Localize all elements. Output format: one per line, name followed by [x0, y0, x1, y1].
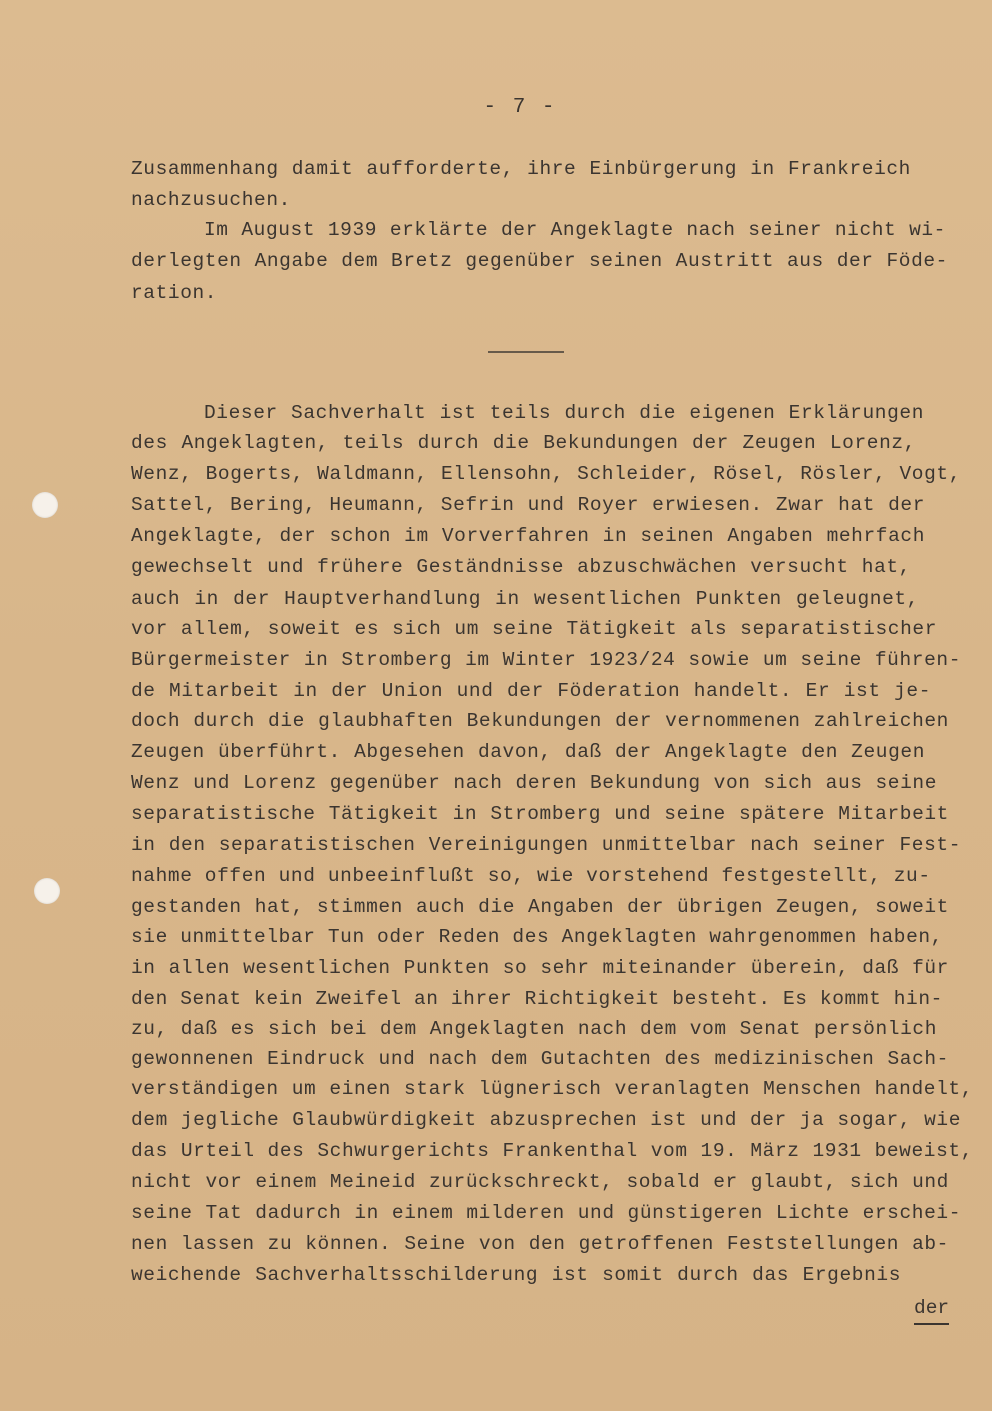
- text-line: doch durch die glaubhaften Bekundungen der vernommenen zahlreichen: [131, 710, 949, 732]
- text-line: de Mitarbeit in der Union und der Föderation handelt. Er ist je-: [131, 680, 931, 702]
- text-line: verständigen um einen stark lügnerisch veranlagten Menschen handelt,: [131, 1078, 973, 1100]
- text-line: sie unmittelbar Tun oder Reden des Angeklagten wahrgenommen haben,: [131, 926, 943, 948]
- text-line: auch in der Hauptverhandlung in wesentlichen Punkten geleugnet,: [131, 588, 919, 610]
- text-line: nen lassen zu können. Seine von den getroffenen Feststellungen ab-: [131, 1233, 949, 1255]
- text-line: Zusammenhang damit aufforderte, ihre Einbürgerung in Frankreich: [131, 158, 911, 180]
- text-line: Zeugen überführt. Abgesehen davon, daß der Angeklagte den Zeugen: [131, 741, 925, 763]
- text-line: den Senat kein Zweifel an ihrer Richtigkeit besteht. Es kommt hin-: [131, 988, 943, 1010]
- text-line: gewonnenen Eindruck und nach dem Gutachten des medizinischen Sach-: [131, 1048, 949, 1070]
- text-line: dem jegliche Glaubwürdigkeit abzusprechen ist und der ja sogar, wie: [131, 1109, 961, 1131]
- text-line: Sattel, Bering, Heumann, Sefrin und Royer erwiesen. Zwar hat der: [131, 494, 925, 516]
- text-line: in allen wesentlichen Punkten so sehr miteinander überein, daß für: [131, 957, 949, 979]
- text-line: Wenz und Lorenz gegenüber nach deren Bekundung von sich aus seine: [131, 772, 937, 794]
- section-divider: [488, 351, 564, 353]
- text-line: nicht vor einem Meineid zurückschreckt, sobald er glaubt, sich und: [131, 1171, 949, 1193]
- text-line: zu, daß es sich bei dem Angeklagten nach dem vom Senat persönlich: [131, 1018, 937, 1040]
- text-line: weichende Sachverhaltsschilderung ist somit durch das Ergebnis: [131, 1264, 901, 1286]
- text-line: nachzusuchen.: [131, 189, 291, 211]
- text-line: nahme offen und unbeeinflußt so, wie vorstehend festgestellt, zu-: [131, 865, 931, 887]
- text-line: ration.: [131, 282, 218, 304]
- punch-hole-lower: [34, 878, 60, 904]
- text-line: separatistische Tätigkeit in Stromberg und seine spätere Mitarbeit: [131, 803, 949, 825]
- text-line: Bürgermeister in Stromberg im Winter 1923/24 sowie um seine führen-: [131, 649, 961, 671]
- text-line: vor allem, soweit es sich um seine Tätigkeit als separatistischer: [131, 618, 937, 640]
- text-line: Im August 1939 erklärte der Angeklagte nach seiner nicht wi-: [204, 219, 946, 241]
- text-line: in den separatistischen Vereinigungen unmittelbar nach seiner Fest-: [131, 834, 961, 856]
- punch-hole-upper: [32, 492, 58, 518]
- text-line: derlegten Angabe dem Bretz gegenüber seinen Austritt aus der Föde-: [131, 250, 948, 272]
- text-line: seine Tat dadurch in einem milderen und günstigeren Lichte erschei-: [131, 1202, 961, 1224]
- text-line: gestanden hat, stimmen auch die Angaben der übrigen Zeugen, soweit: [131, 896, 949, 918]
- page-number: - 7 -: [483, 96, 557, 119]
- text-line: des Angeklagten, teils durch die Bekundungen der Zeugen Lorenz,: [131, 432, 916, 454]
- text-line: Angeklagte, der schon im Vorverfahren in seinen Angaben mehrfach: [131, 525, 925, 547]
- text-line: Dieser Sachverhalt ist teils durch die eigenen Erklärungen: [204, 402, 924, 424]
- text-line: das Urteil des Schwurgerichts Frankenthal vom 19. März 1931 beweist,: [131, 1140, 973, 1162]
- catchword: der: [914, 1293, 949, 1325]
- text-line: Wenz, Bogerts, Waldmann, Ellensohn, Schleider, Rösel, Rösler, Vogt,: [131, 463, 961, 485]
- text-line: gewechselt und frühere Geständnisse abzuschwächen versucht hat,: [131, 556, 911, 578]
